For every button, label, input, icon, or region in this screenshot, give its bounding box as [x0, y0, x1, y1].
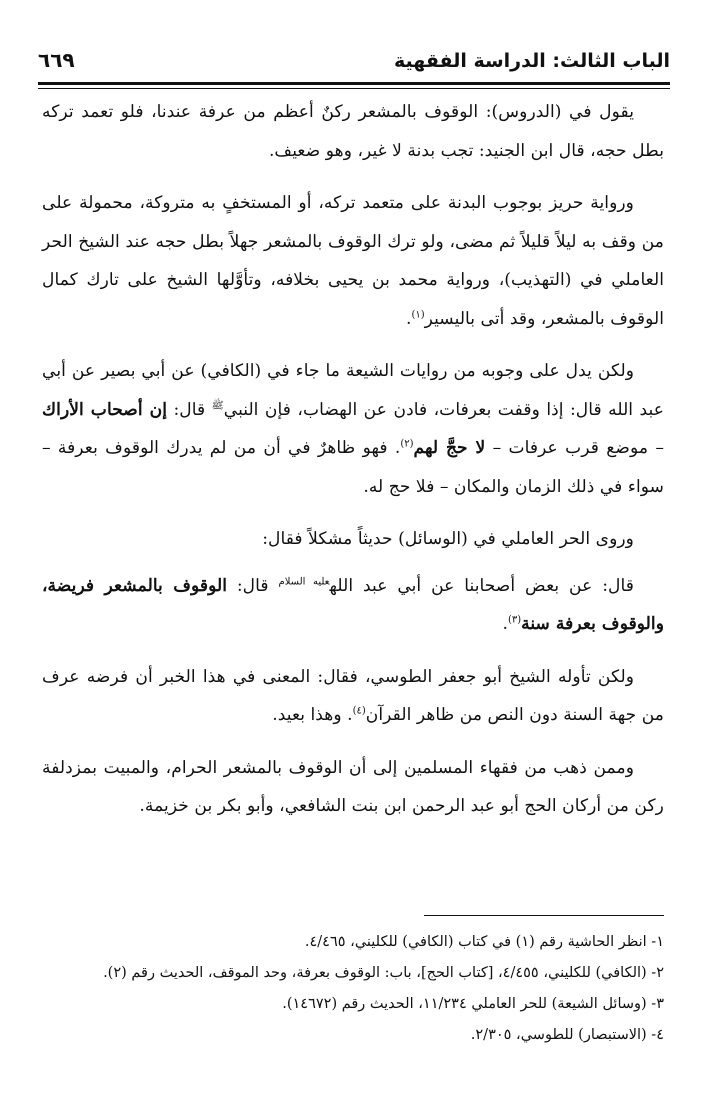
footnote-3: ٣- (وسائل الشيعة) للحر العاملي ١١/٢٣٤، الحديث رقم (١٤٦٧٢).: [282, 996, 664, 1012]
paragraph-text: .: [502, 614, 508, 634]
footnote-1: ١- انظر الحاشية رقم (١) في كتاب (الكافي) للكليني، ٤/٤٦٥.: [304, 934, 664, 950]
paragraph-6: [42, 658, 664, 735]
header-rule-thick: [38, 82, 670, 85]
paragraph-text: – موضع قرب عرفات –: [485, 438, 664, 458]
paragraph-2: [42, 184, 664, 338]
paragraph-3: [42, 352, 664, 506]
paragraph-4: [42, 520, 664, 559]
running-header: [38, 44, 670, 84]
paragraph-text: . فهو ظاهرٌ في أن من لم يدرك الوقوف بعرفة – سواء في ذلك الزمان والمكان – فلا حج له.: [42, 438, 664, 497]
paragraph-1: [42, 93, 664, 170]
footnote-ref-1[interactable]: (١): [411, 308, 425, 320]
footnote-2: ٢- (الكافي) للكليني، ٤/٤٥٥، [كتاب الحج]، باب: الوقوف بعرفة، وحد الموقف، الحديث رقم (٢).: [103, 965, 664, 981]
hadith-quote: إن أصحاب الأراك: [42, 399, 168, 420]
hadith-quote: الوقوف بالمشعر فريضة، والوقوف بعرفة سنة: [42, 575, 664, 634]
paragraph-text: . وهذا بعيد.: [272, 705, 353, 725]
footnote-ref-3[interactable]: (٣): [507, 614, 522, 626]
footnote-ref-4[interactable]: (٤): [352, 705, 366, 717]
honorific-glyph: ﷺ: [211, 399, 224, 411]
honorific-glyph: عليه السلام: [278, 575, 330, 587]
paragraph-text: .: [405, 308, 412, 329]
paragraph-text: قال:: [167, 399, 212, 420]
paragraph-text: ولكن تأوله الشيخ أبو جعفر الطوسي، فقال: المعنى في هذا الخبر أن فرضه عرف من جهة السنة دون النص من ظاهر القرآن: [42, 666, 664, 725]
paragraph-text: قال:: [227, 575, 279, 596]
paragraph-text: وممن ذهب من فقهاء المسلمين إلى أن الوقوف بالمشعر الحرام، والمبيت بمزدلفة ركن من أركان الحج أبو عبد الرحمن ابن بنت الشافعي، وأبو بكر بن خزيمة.: [42, 757, 664, 816]
footnotes: [44, 927, 664, 1051]
paragraph-text: ورواية حريز بوجوب البدنة على متعمد تركه، أو المستخفٍ به متروكة، محمولة على من وقف به ليلاً قليلاً ثم مضى، ولو ترك الوقوف بالمشعر جهلاً بطل حجه عند الشيخ الحر العاملي في (التهذيب)، ورواية محمد بن يحيى بخلافه، وتأوَّلها الشيخ على تارك كمال الوقوف بالمشعر، وقد أتى باليسير: [42, 193, 664, 329]
header-rule-thin: [38, 88, 670, 89]
paragraph-text: يقول في (الدروس): الوقوف بالمشعر ركنٌ أعظم من عرفة عندنا، فلو تعمد تركه بطل حجه، قال ابن الجنيد: تجب بدنة لا غير، وهو ضعيف.: [42, 102, 664, 161]
footnote-ref-2[interactable]: (٢): [400, 438, 414, 450]
paragraph-text: ولكن يدل على وجوبه من روايات الشيعة ما جاء في (الكافي) عن أبي بصير عن أبي عبد الله قال: إذا وقفت بعرفات، فادن عن الهضاب، فإن النبي: [42, 361, 664, 420]
chapter-title: الباب الثالث: الدراسة الفقهية: [394, 50, 670, 72]
paragraph-5: [42, 567, 664, 644]
main-text: [42, 93, 664, 826]
hadith-quote: لا حجَّ لهم: [413, 438, 486, 458]
footnote-4: ٤- (الاستبصار) للطوسي، ٢/٣٠٥.: [470, 1027, 664, 1043]
page-number: ٦٦٩: [38, 48, 75, 72]
paragraph-text: قال: عن بعض أصحابنا عن أبي عبد الله: [329, 575, 634, 596]
paragraph-7: [42, 749, 664, 826]
paragraph-text: وروى الحر العاملي في (الوسائل) حديثاً مشكلاً فقال:: [262, 529, 634, 549]
footnote-separator: [424, 915, 664, 916]
